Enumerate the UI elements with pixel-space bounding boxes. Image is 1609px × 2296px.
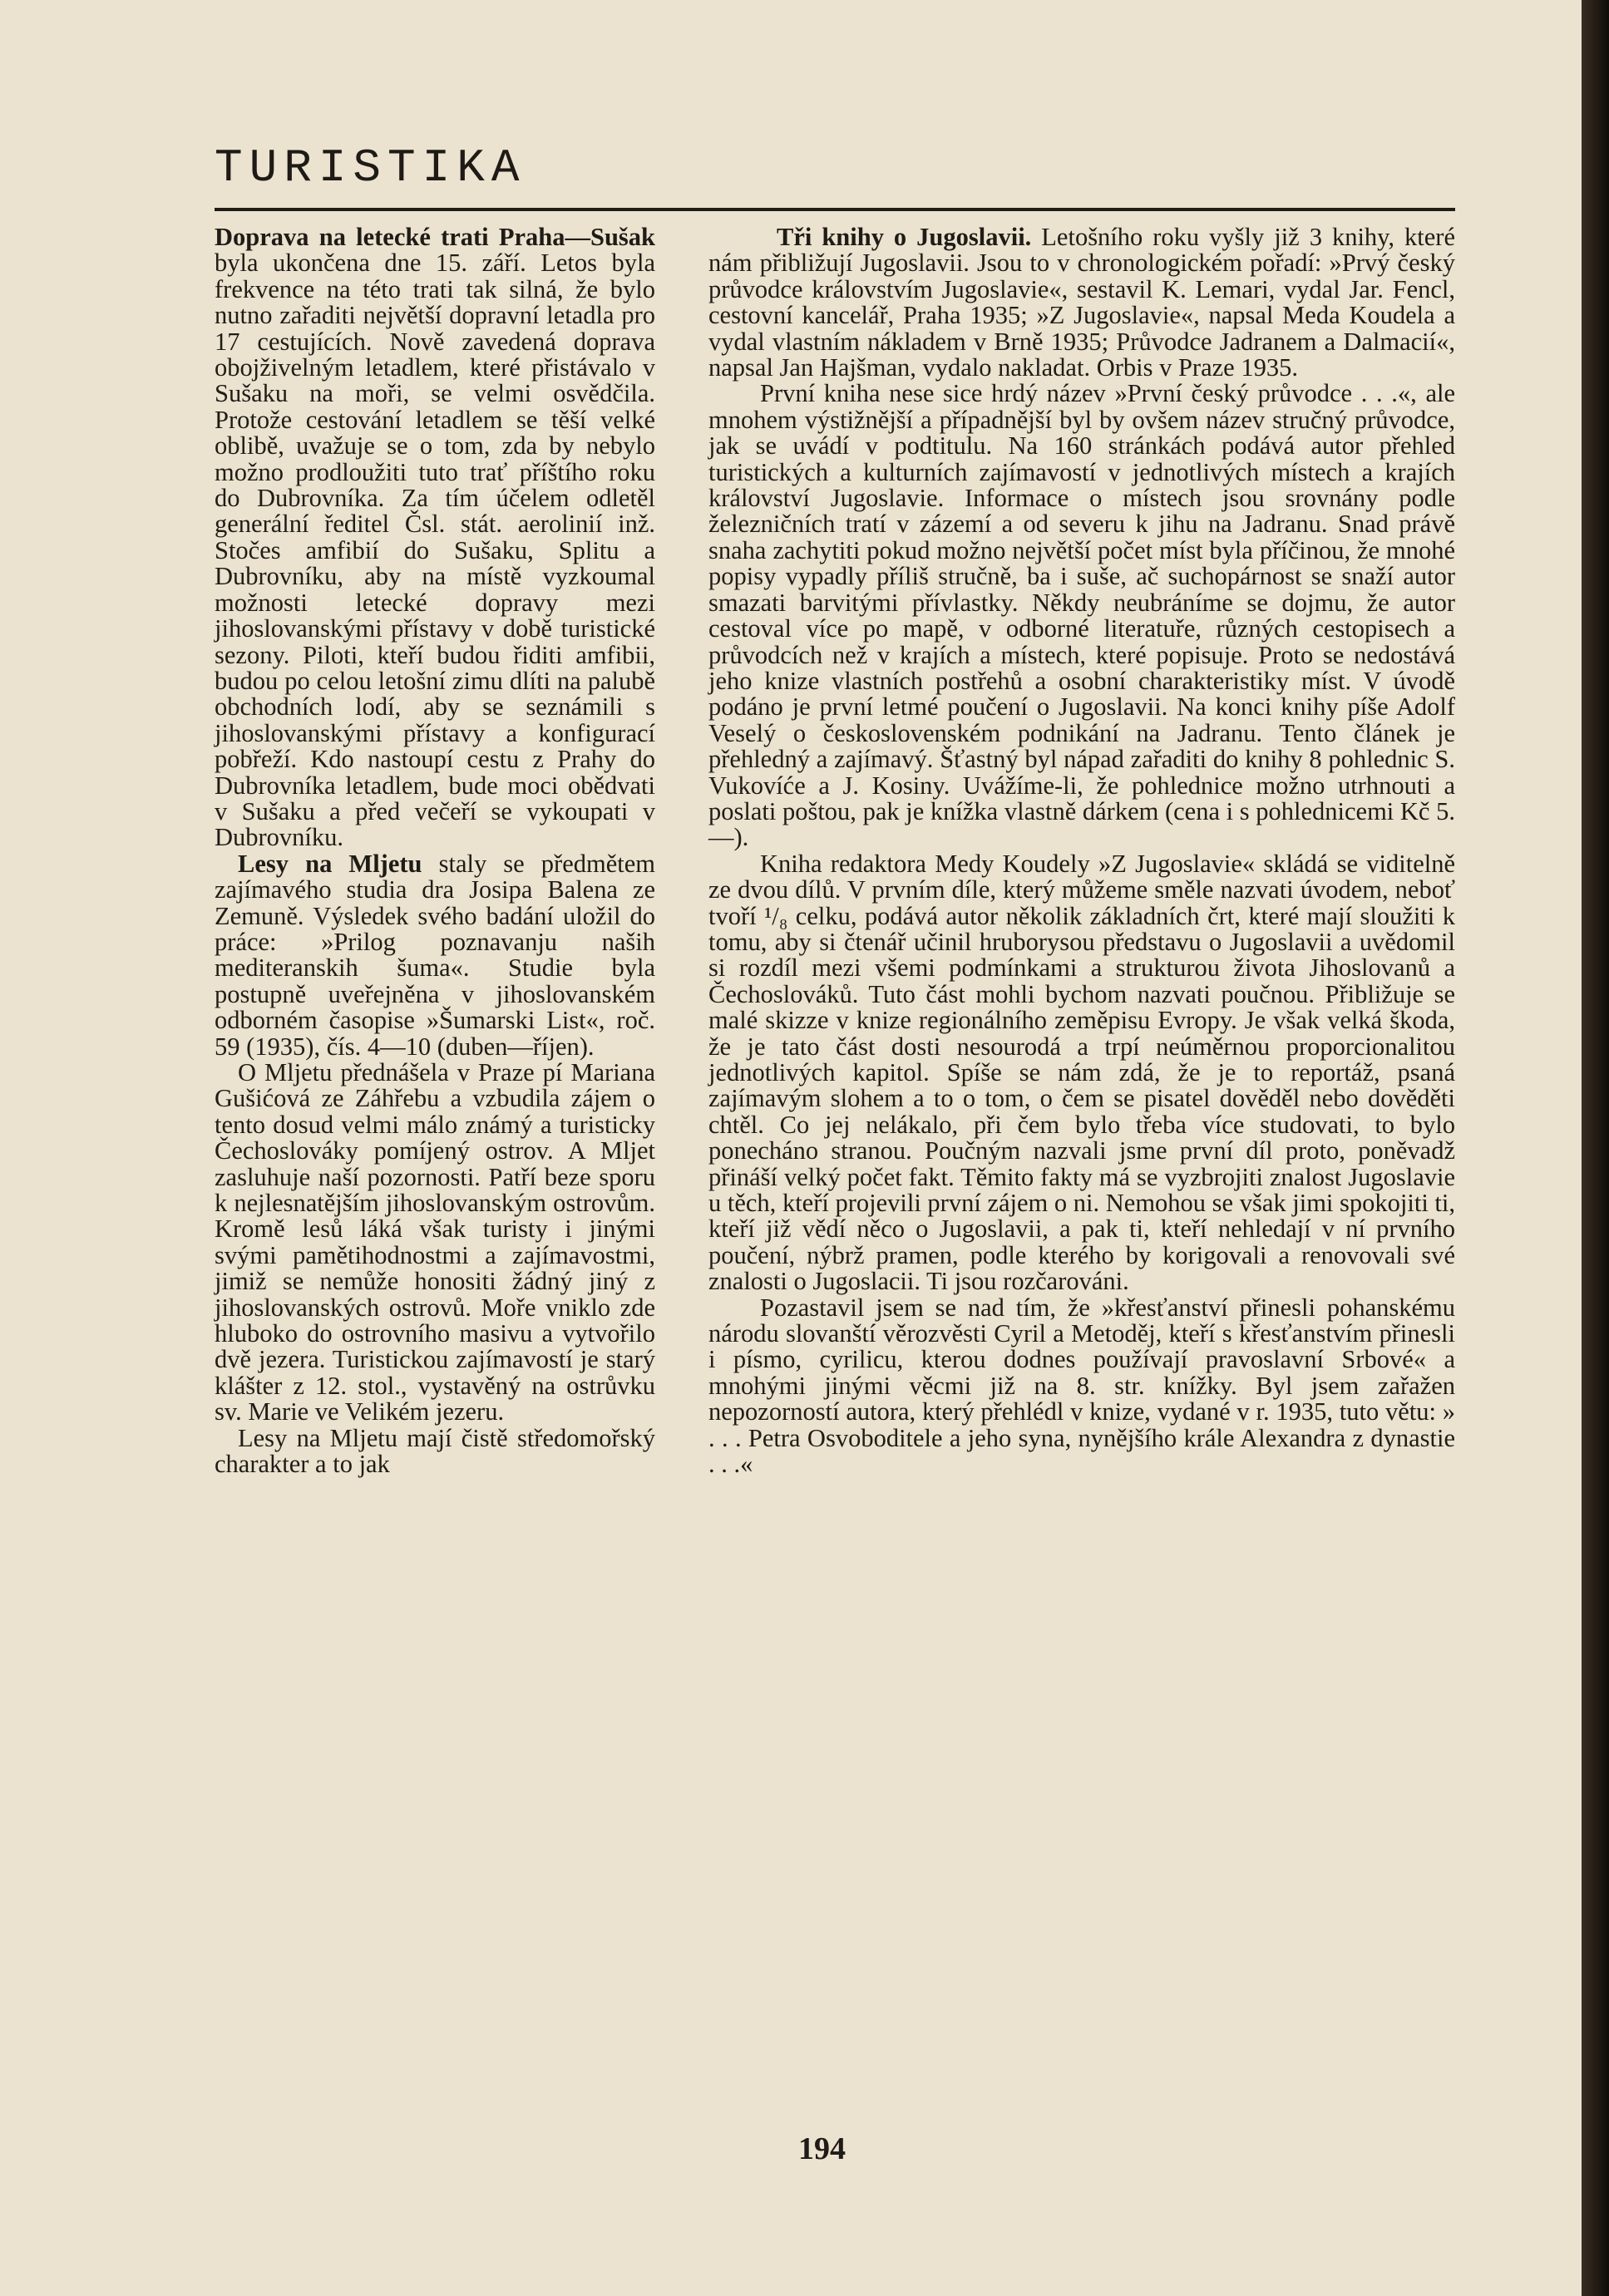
paragraph-body: Letošního roku vyšly již 3 knihy, které nám přibližují Jugoslavii. Jsou to v chronologickém pořadí: »Prvý český průvodce královstvím Jugoslavie«, sestavil K. Lemari, vydal Jar. Fencl, cestovní kancelář, Praha 1935; »Z Jugoslavie«, napsal Meda Koudela a vydal vlastním nákladem v Brně 1935; Průvodce Jadranem a Dalmacií«, napsal Jan Hajšman, vydalo nakladat. Orbis v Praze 1935. (708, 223, 1455, 382)
header-rule (215, 208, 1455, 211)
paragraph-koudela-book: Kniha redaktora Medy Koudely »Z Jugoslavie« skládá se viditelně ze dvou dílů. V prvním díle, který můžeme směle nazvati úvodem, neboť tvoří ¹/₈ celku, podává autor několik základních črt, které mají sloužiti k tomu, aby si čtenář učinil hruborysou představu o Jugoslavii a uvědomil si rozdíl mezi všemi podmínkami a strukturou života Jihoslovanů a Čechoslováků. Tuto část mohli bychom nazvati poučnou. Přibližuje se malé skizze v knize regionálního zeměpisu Evropy. Je však velká škoda, že je tato část dosti nesourodá a trpí neúměrnou proporcionalitou jednotlivých kapitol. Spíše se nám zdá, že je to reportáž, psaná zajímavým slohem a to o tom, o čem se pisatel dověděl nebo dověděti chtěl. Co jej nelákalo, při čem bylo třeba více studovati, to bylo ponecháno stranou. Poučným nazvali jsme první díl proto, poněvadž přináší velký počet fakt. Těmito fakty má se vyzbrojiti znalost Jugoslavie u těch, kteří projevili první zájem o ni. Nemohou se však jimi spokojiti ti, kteří již vědí něco o Jugoslavii, a pak ti, kteří nehledají v ní prvního poučení, nýbrž pramen, podle kterého by korigovali a renovovali své znalosti o Jugoslacii. Ti jsou rozčarováni. (708, 849, 1455, 1296)
paragraph-body: byla ukončena dne 15. září. Letos byla frekvence na této trati tak silná, že bylo nutno zařaditi největší dopravní letadla pro 17 cestujících. Nově zavedená doprava obojživelným letadlem, které přistávalo v Sušaku na moři, se velmi osvědčila. Protože cestování letadlem se těší velké oblibě, uvažuje se o tom, zda by nebylo možno prodloužiti tuto trať příštího roku do Dubrovníka. Za tím účelem odletěl generální ředitel Čsl. stát. aerolinií inž. Stočes amfibií do Sušaku, Splitu a Dubrovníku, aby na místě vyzkoumal možnosti letecké dopravy mezi jihoslovanskými přístavy v době turistické sezony. Piloti, kteří budou řiditi amfibii, budou po celou letošní zimu dlíti na palubě obchodních lodí, aby se seznámili s jihoslovanskými přístavy a konfigurací pobřeží. Kdo nastoupí cestu z Prahy do Dubrovníka letadlem, bude moci obědvati v Sušaku a před večeří se vykoupati v Dubrovníku. (215, 249, 655, 852)
paragraph-first-book: První kniha nese sice hrdý název »První český průvodce . . .«, ale mnohem výstižnější a případnější byl by ovšem název stručný průvodce, jak se uvádí v podtitulu. Na 160 stránkách podává autor přehled turistických a kulturních zajímavostí v jednotlivých místech a krajích království Jugoslavie. Informace o místech jsou srovnány podle železničních tratí v zázemí a od severu k jihu na Jadranu. Snad právě snaha zachytiti pokud možno největší počet míst byla příčinou, že mnohé popisy vypadly příliš stručně, ba i suše, ač suchopárnost se snaží autor smazati barvitými přívlastky. Někdy neubráníme se dojmu, že autor cestoval více po mapě, v odborné literatuře, různých cestopisech a průvodcích než v krajích a místech, které popisuje. Proto se nedostává jeho knize vlastních postřehů a osobní charakteristiky míst. V úvodě podáno je první letmé poučení o Jugoslavii. Na konci knihy píše Adolf Veselý o československém podnikání na Jadranu. Tento článek je přehledný a zajímavý. Šťastný byl nápad zařaditi do knihy 8 pohlednic S. Vukovíće a J. Kosiny. Uvážíme-li, že pohlednice možno utrhnouti a poslati poštou, pak je knížka vlastně dárkem (cena i s pohlednicemi Kč 5.—). (708, 379, 1455, 852)
page-number: 194 (798, 2131, 846, 2166)
paragraph-body: staly se předmětem zajímavého studia dra Josipa Balena ze Zemuně. Výsledek svého badání uložil do práce: »Prilog poznavanju naših mediteranskih šuma«. Studie byla postupně uveřejněna v jihoslovanském odborném časopise »Šumarski List«, roč. 59 (1935), čís. 4—10 (duben—říjen). (215, 849, 656, 1061)
paragraph-remark: Pozastavil jsem se nad tím, že »křesťanství přinesli pohanskému národu slovanští věrozvěsti Cyril a Metoděj, kteří s křesťanstvím přinesli i písmo, cyrilicu, kterou dodnes používají pravoslavní Srbové« a mnohými jinými věcmi již na 8. str. knížky. Byl jsem zařažen nepozorností autora, který přehlédl v knize, vydané v r. 1935, tuto větu: » . . . Petra Osvoboditele a jeho syna, nynějšího krále Alexandra z dynastie . . .« (708, 1293, 1455, 1479)
paragraph-flight-route (215, 224, 655, 851)
paragraph-title: Doprava na letecké trati Praha—Sušak (215, 223, 655, 251)
page-edge-shadow (1582, 0, 1609, 2296)
paragraph-title: Tři knihy o Jugoslavii. (777, 223, 1032, 251)
right-column (708, 224, 1455, 1478)
paragraph-title: Lesy na Mljetu (238, 849, 422, 878)
paragraph-mljet-lecture: O Mljetu přednášela v Praze pí Mariana Gušićová ze Záhřebu a vzbudila zájem o tento dosud velmi málo známý a turisticky Čechoslováky pomíjený ostrov. A Mljet zasluhuje naší pozornosti. Patří beze sporu k nejlesnatějším jihoslovanským ostrovům. Kromě lesů láká však turisty i jinými svými pamětihodnostmi a zajímavostmi, jimiž se nemůže honositi žádný jiný z jihoslovanských ostrovů. Moře vniklo zde hluboko do ostrovního masivu a vytvořilo dvě jezera. Turistickou zajímavostí je starý klášter z 12. stol., vystavěný na ostrůvku sv. Marie ve Velikém jezeru. (215, 1058, 655, 1426)
paragraph-mljet-character: Lesy na Mljetu mají čistě středomořský charakter a to jak (215, 1423, 655, 1479)
paragraph-mljet-forests (215, 851, 655, 1060)
left-column (215, 224, 655, 1478)
section-title: TURISTIKA (215, 141, 526, 195)
paragraph-three-books (708, 224, 1455, 381)
